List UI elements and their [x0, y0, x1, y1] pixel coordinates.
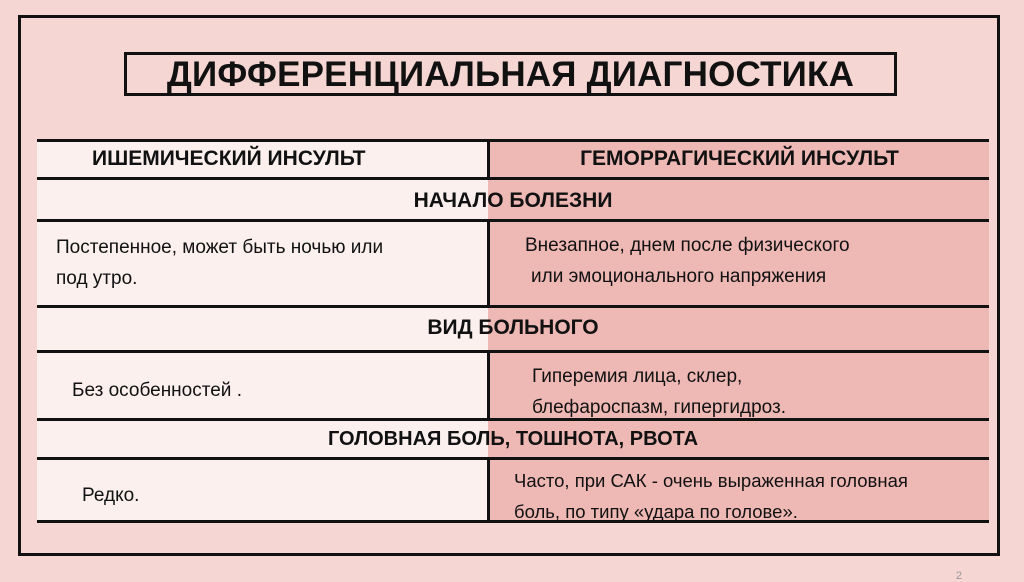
symptoms-hemorrhagic-line: Часто, при САК - очень выраженная головная — [514, 470, 908, 491]
onset-ischemic — [56, 232, 481, 294]
table-line — [37, 177, 989, 180]
section-heading-appearance: ВИД БОЛЬНОГО — [427, 316, 599, 339]
onset-hemorrhagic-line: Внезапное, днем после физического — [525, 235, 850, 256]
section-heading-onset: НАЧАЛО БОЛЕЗНИ — [413, 189, 613, 212]
onset-ischemic-line: под утро. — [56, 268, 138, 289]
table-line — [37, 457, 989, 460]
appearance-hemorrhagic-line: блефароспазм, гипергидроз. — [532, 397, 786, 418]
column-divider — [487, 219, 490, 308]
symptoms-ischemic — [82, 480, 482, 511]
table-line — [37, 305, 989, 308]
section-heading-symptoms: ГОЛОВНАЯ БОЛЬ, ТОШНОТА, РВОТА — [327, 428, 699, 450]
appearance-ischemic-line: Без особенностей . — [72, 380, 242, 401]
page-number: 2 — [955, 570, 962, 582]
table-line — [37, 219, 989, 222]
header-hemorrhagic: ГЕМОРРАГИЧЕСКИЙ ИНСУЛЬТ — [580, 147, 899, 170]
symptoms-ischemic-line: Редко. — [82, 485, 140, 506]
column-divider — [487, 350, 490, 421]
comparison-table — [37, 139, 989, 523]
header-ischemic: ИШЕМИЧЕСКИЙ ИНСУЛЬТ — [92, 147, 366, 170]
appearance-hemorrhagic — [532, 361, 984, 423]
onset-ischemic-line: Постепенное, может быть ночью или — [56, 237, 384, 258]
onset-hemorrhagic-line: или эмоционального напряжения — [531, 266, 827, 287]
slide-title: ДИФФЕРЕНЦИАЛЬНАЯ ДИАГНОСТИКА — [124, 52, 897, 96]
appearance-hemorrhagic-line: Гиперемия лица, склер, — [532, 366, 743, 387]
symptoms-hemorrhagic-line: боль, по типу «удара по голове». — [514, 501, 798, 522]
symptoms-hemorrhagic — [514, 465, 989, 527]
appearance-ischemic — [72, 375, 482, 406]
table-line — [37, 139, 989, 142]
table-line — [37, 350, 989, 353]
onset-hemorrhagic — [525, 230, 985, 292]
column-divider — [487, 457, 490, 523]
